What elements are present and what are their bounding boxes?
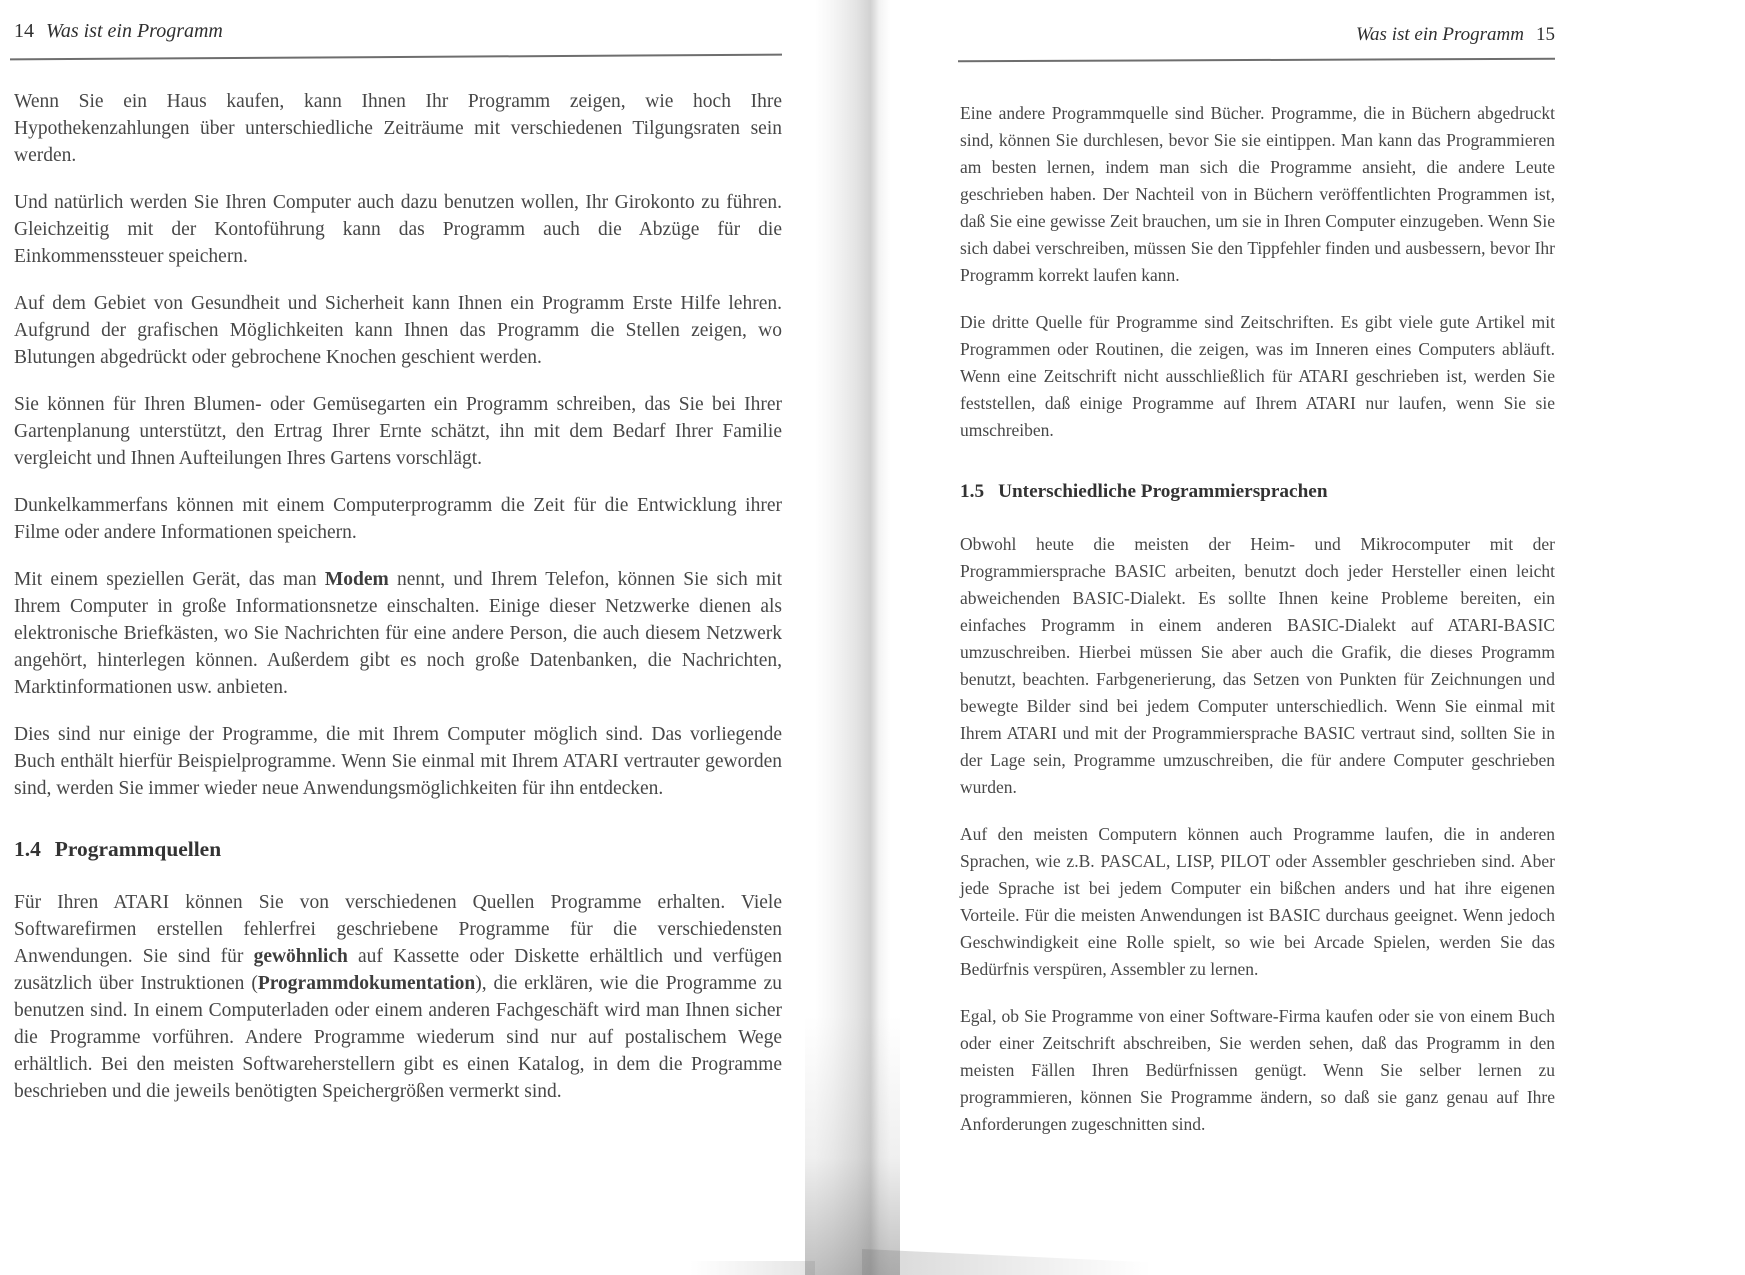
text-run: Auf den meisten Computern können auch Programme laufen, die in anderen Sprachen, wie z.B. PASCAL, LISP, PILOT oder Assembler geschrieben sind. Aber jede Sprache ist bei jedem Computer ein bißchen anders und hat ihre eigenen Vorteile. Für die meisten Anwendungen ist BASIC durchaus geeignet. Wenn jedoch Geschwindigkeit eine Rolle spielt, so wie bei Arcade Spielen, werden Sie das Bedürfnis verspüren, Assembler zu lernen. xyxy=(960,824,1555,979)
right-page-header xyxy=(958,24,1555,46)
bottom-shadow-left xyxy=(690,1261,815,1275)
paragraph xyxy=(14,189,782,270)
section-number: 1.4 xyxy=(14,837,41,861)
paragraph xyxy=(14,88,782,169)
right-running-title: Was ist ein Programm xyxy=(1355,24,1524,45)
text-run: Dunkelkammerfans können mit einem Computerprogramm die Zeit für die Entwicklung ihrer Filme oder andere Informationen speichern. xyxy=(14,495,782,543)
paragraph xyxy=(960,1003,1555,1138)
text-run: Wenn Sie ein Haus kaufen, kann Ihnen Ihr Programm zeigen, wie hoch Ihre Hypothekenzahlungen über unterschiedliche Zeiträume mit verschiedenen Tilgungsraten sein werden. xyxy=(14,91,782,166)
text-run: ), die erklären, wie die Programme zu benutzen sind. In einem Computerladen oder einem anderen Fachgeschäft wird man Ihnen sicher die Programme vorführen. Andere Programme wiederum sind nur auf postalischem Wege erhältlich. Bei den meisten Softwareherstellern gibt es einen Katalog, in dem die Programme beschrieben und die jeweils benötigten Speichergrößen vermerkt sind. xyxy=(14,973,782,1102)
paragraph xyxy=(960,531,1555,801)
text-run: auf Kassette oder Diskette erhältlich und verfügen zusätzlich über Instruktionen ( xyxy=(14,946,782,994)
section-title: Programmquellen xyxy=(54,837,222,861)
section-title: Unterschiedliche Programmiersprachen xyxy=(998,481,1328,502)
right-page-number: 15 xyxy=(1536,24,1555,45)
text-run: Auf dem Gebiet von Gesundheit und Sicherheit kann Ihnen ein Programm Erste Hilfe lehren. Aufgrund der grafischen Möglichkeiten kann Ihnen das Programm die Stellen zeigen, wo Blutungen abgedrückt oder gebrochene Knochen geschient werden. xyxy=(14,293,782,368)
left-running-title: Was ist ein Programm xyxy=(46,20,223,42)
text-run: Für Ihren ATARI können Sie von verschiedenen Quellen Programme erhalten. Viele Softwarefirmen erstellen fehlerfrei geschriebene Programme für die verschiedensten Anwendungen. Sie sind für xyxy=(14,892,782,967)
section-number: 1.5 xyxy=(960,481,985,502)
paragraph xyxy=(14,290,782,371)
paragraph xyxy=(960,100,1555,289)
paragraph xyxy=(14,889,782,1105)
left-header-rule xyxy=(10,54,782,61)
paragraph xyxy=(14,566,782,701)
left-page-number: 14 xyxy=(14,20,34,42)
right-page-content xyxy=(960,100,1555,1158)
left-page-content xyxy=(14,88,782,1125)
paragraph xyxy=(960,309,1555,444)
text-run: nennt, und Ihrem Telefon, können Sie sich mit Ihrem Computer in große Informationsnetze einschalten. Einige dieser Netzwerke dienen als elektronische Briefkästen, wo Sie Nachrichten für eine andere Person, die auch diesem Netzwerk angehört, hinterlegen können. Außerdem gibt es noch große Datenbanken, die Nachrichten, Marktinformationen usw. anbieten. xyxy=(14,569,782,698)
section-heading xyxy=(14,836,782,863)
bold-term: gewöhnlich xyxy=(253,946,348,967)
paragraph xyxy=(14,391,782,472)
text-run: Mit einem speziellen Gerät, das man xyxy=(14,569,325,590)
text-run: Und natürlich werden Sie Ihren Computer auch dazu benutzen wollen, Ihr Girokonto zu führen. Gleichzeitig mit der Kontoführung kann das Programm auch die Abzüge für die Einkommenssteuer speichern. xyxy=(14,192,782,267)
text-run: Sie können für Ihren Blumen- oder Gemüsegarten ein Programm schreiben, das Sie bei Ihrer Gartenplanung unterstützt, den Ertrag Ihrer Ernte schätzt, ihn mit dem Bedarf Ihrer Familie vergleicht und Ihnen Aufteilungen Ihres Gartens vorschlägt. xyxy=(14,394,782,469)
bottom-shadow-right xyxy=(862,1249,1202,1275)
paragraph xyxy=(14,721,782,802)
right-header-rule xyxy=(958,58,1555,63)
paragraph xyxy=(14,492,782,546)
text-run: Die dritte Quelle für Programme sind Zeitschriften. Es gibt viele gute Artikel mit Programmen oder Routinen, die zeigen, was im Inneren eines Computers abläuft. Wenn eine Zeitschrift nicht ausschließlich für ATARI geschrieben ist, werden Sie feststellen, daß einige Programme auf Ihrem ATARI nur laufen, wenn Sie sie umschreiben. xyxy=(960,312,1555,440)
section-heading xyxy=(960,478,1555,505)
left-page-header xyxy=(14,20,223,43)
bold-term: Modem xyxy=(324,569,389,590)
text-run: Egal, ob Sie Programme von einer Software-Firma kaufen oder sie von einem Buch oder einer Zeitschrift abschreiben, Sie werden sehen, daß das Programm in den meisten Fällen Ihren Bedürfnissen genügt. Wenn Sie selber lernen zu programmieren, können Sie Programme ändern, so daß sie ganz genau auf Ihre Anforderungen zugeschnitten sind. xyxy=(960,1006,1555,1134)
bold-term: Programmdokumentation xyxy=(257,973,476,994)
text-run: Obwohl heute die meisten der Heim- und Mikrocomputer mit der Programmiersprache BASIC arbeiten, benutzt doch jeder Hersteller einen leicht abweichenden BASIC-Dialekt. Es sollte Ihnen keine Probleme bereiten, ein einfaches Programm in einem anderen BASIC-Dialekt auf ATARI-BASIC umzuschreiben. Hierbei müssen Sie aber auch die Grafik, die dieses Programm benutzt, beachten. Farbgenerierung, das Setzen von Punkten für Zeichnungen und bewegte Bilder sind bei jedem Computer unterschiedlich. Wenn Sie einmal mit Ihrem ATARI und mit der Programmiersprache BASIC vertraut sind, sollten Sie in der Lage sein, Programme umzuschreiben, die für andere Computer geschrieben wurden. xyxy=(960,534,1555,797)
book-gutter-shadow-bottom xyxy=(805,1015,900,1275)
text-run: Eine andere Programmquelle sind Bücher. Programme, die in Büchern abgedruckt sind, können Sie durchlesen, bevor Sie sie eintippen. Man kann das Programmieren am besten lernen, indem man sich die Programme ansieht, die andere Leute geschrieben haben. Der Nachteil von in Büchern veröffentlichten Programmen ist, daß Sie eine gewisse Zeit brauchen, um sie in Ihren Computer einzugeben. Wenn Sie sich dabei verschreiben, müssen Sie den Tippfehler finden und ausbessern, bevor Ihr Programm korrekt laufen kann. xyxy=(960,103,1555,285)
text-run: Dies sind nur einige der Programme, die mit Ihrem Computer möglich sind. Das vorliegende Buch enthält hierfür Beispielprogramme. Wenn Sie einmal mit Ihrem ATARI vertrauter geworden sind, werden Sie immer wieder neue Anwendungsmöglichkeiten für ihn entdecken. xyxy=(14,724,782,799)
paragraph xyxy=(960,821,1555,983)
